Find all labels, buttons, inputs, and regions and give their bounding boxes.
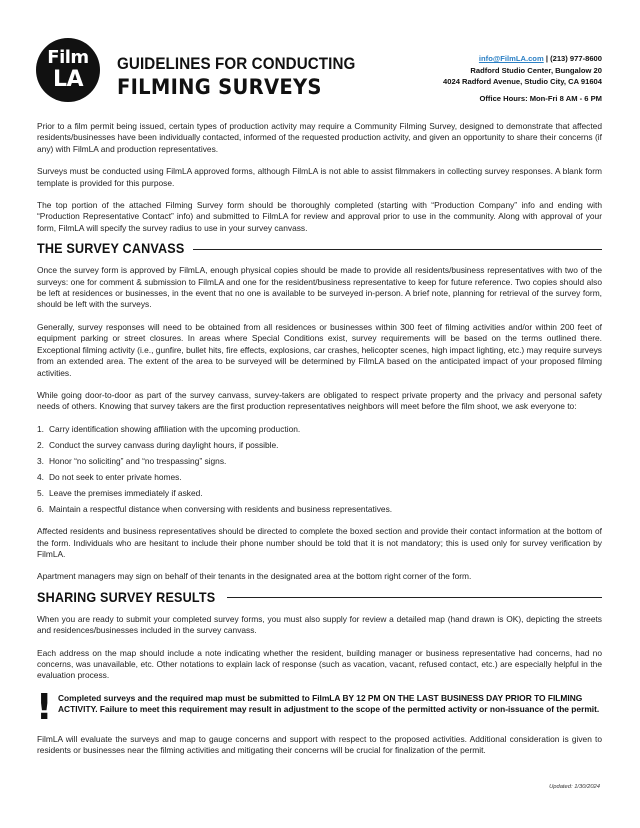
list-item <box>37 488 602 499</box>
document-body <box>37 121 602 768</box>
list-text: Maintain a respectful distance when conversing with residents and business representatives. <box>49 503 393 514</box>
intro-paragraph-1: Prior to a film permit being issued, certain types of production activity may require a Community Filming Survey, designed to demonstrate that affected residents/businesses have been individually contacted, informed of the requested production activity, and given an opportunity to share their concerns (if any) with FilmLA and production representatives. <box>37 121 602 154</box>
canvass-paragraph-5: Apartment managers may sign on behalf of their tenants in the designated area at the bottom right corner of the form. <box>37 571 472 582</box>
sharing-paragraph-2: Each address on the map should include a note indicating whether the resident, building manager or business representative had concerns, had no concerns, was unavailable, etc. Other notations to explain lack of response (such as vacation, vacant, refused contact, etc.) are especially helpful in the evaluation process. <box>37 647 602 681</box>
sharing-paragraph-3: FilmLA will evaluate the surveys and map to gauge concerns and support with respect to the proposed activities. Additional consideration is given to residents or businesses near the filming activities and mitigating their concerns will be crucial for finalization of the permit. <box>37 733 602 756</box>
list-text: Conduct the survey canvass during daylight hours, if possible. <box>49 439 279 450</box>
section-heading-canvass <box>37 240 602 256</box>
list-number: 4. <box>37 471 44 482</box>
address-line-2: 4024 Radford Avenue, Studio City, CA 91604 <box>443 77 602 86</box>
list-text: Honor “no soliciting” and “no trespassing” signs. <box>49 455 227 466</box>
canvass-paragraph-4: Affected residents and business representatives should be directed to complete the boxed section and provide their contact information at the bottom of the form. Individuals who are hesitant to include their phone number should be told that it is not mandatory; this is used only for survey verification by FilmLA. <box>37 526 602 559</box>
list-item <box>37 456 602 467</box>
email-link[interactable]: info@FilmLA.com <box>478 54 544 63</box>
list-number: 1. <box>37 423 44 434</box>
conduct-list <box>37 424 602 515</box>
deadline-alert <box>36 686 602 728</box>
address-line-1: Radford Studio Center, Bungalow 20 <box>470 65 602 75</box>
section-title-canvass: THE SURVEY CANVASS <box>37 240 185 257</box>
list-item <box>37 424 602 435</box>
list-text: Leave the premises immediately if asked. <box>49 487 203 498</box>
office-hours: Office Hours: Mon-Fri 8 AM - 6 PM <box>479 93 602 103</box>
updated-date: Updated: 1/30/2024 <box>549 784 600 790</box>
title-block <box>117 55 376 99</box>
section-rule <box>227 597 602 598</box>
list-number: 5. <box>37 487 44 498</box>
list-text: Carry identification showing affiliation with the upcoming production. <box>49 423 301 434</box>
sharing-paragraph-1: When you are ready to submit your completed survey forms, you must also supply for review a detailed map (hand drawn is OK), depicting the streets and residences/businesses included in the survey canvass. <box>37 613 602 636</box>
document-subtitle: GUIDELINES FOR CONDUCTING <box>117 55 356 73</box>
list-item <box>37 440 602 451</box>
contact-block <box>443 53 602 104</box>
section-heading-sharing <box>37 589 602 605</box>
exclamation-icon: ! <box>36 686 53 728</box>
canvass-paragraph-2: Generally, survey responses will need to be obtained from all residences or businesses within 300 feet of filming activities and/or within 200 feet of equipment parking or street closures. In areas where Special Conditions exist, survey requirements will be based on the terms outlined there. Exceptional filming activity (i.e., gunfire, bullet hits, fire effects, explosions, car crashes, helicopter scenes, high impact lighting, etc.) may require surveys from an extended area. The extent of the area to be surveyed will be determined by FilmLA based on the anticipated impact of your proposed filming activities. <box>37 321 602 378</box>
contact-line-1 <box>443 53 602 65</box>
list-number: 2. <box>37 439 44 450</box>
section-title-sharing: SHARING SURVEY RESULTS <box>37 588 216 605</box>
list-item <box>37 504 602 515</box>
canvass-paragraph-3: While going door-to-door as part of the survey canvass, survey-takers are obligated to respect private property and the privacy and personal safety needs of others. Knowing that survey takers are the first production representatives neighbors will meet before the film shoot, we ask everyone to: <box>37 389 602 412</box>
list-item <box>37 472 602 483</box>
document-header <box>36 38 604 108</box>
list-text: Do not seek to enter private homes. <box>49 471 182 482</box>
logo-line-2: LA <box>52 67 84 92</box>
document-title: FILMING SURVEYS <box>117 75 322 99</box>
list-number: 6. <box>37 503 44 514</box>
alert-text: Completed surveys and the required map must be submitted to FilmLA BY 12 PM ON THE LAST BUSINESS DAY PRIOR TO FILMING ACTIVITY. Failure to meet this requirement may result in adjustment to the scope of the permitted activity or non-issuance of the permit. <box>58 692 600 714</box>
section-rule <box>193 249 602 250</box>
phone-number: | (213) 977-8600 <box>545 54 602 63</box>
list-number: 3. <box>37 455 44 466</box>
canvass-paragraph-1: Once the survey form is approved by FilmLA, enough physical copies should be made to provide all residents/business representatives with two of the surveys: one for comment & submission to FilmLA and one for the resident/business representative to keep for future reference. Two copies should also be left at residences or businesses, in the event that no one is available to be surveyed in-person. A brief note, planning for retrieval of the survey form, should be left with the surveys. <box>37 265 602 310</box>
filmla-logo <box>36 38 100 102</box>
intro-paragraph-3: The top portion of the attached Filming Survey form should be thoroughly completed (starting with “Production Company” info and ending with “Production Representative Contact” info) and submitted to FilmLA for review and approval prior to use in the community. Along with approval of your form, FilmLA will specify the survey radius to use in your survey canvass. <box>37 200 602 233</box>
intro-paragraph-2: Surveys must be conducted using FilmLA approved forms, although FilmLA is not able to assist filmmakers in collecting survey responses. A blank form template is provided for this purpose. <box>37 166 602 188</box>
logo-line-1: Film <box>47 47 89 68</box>
